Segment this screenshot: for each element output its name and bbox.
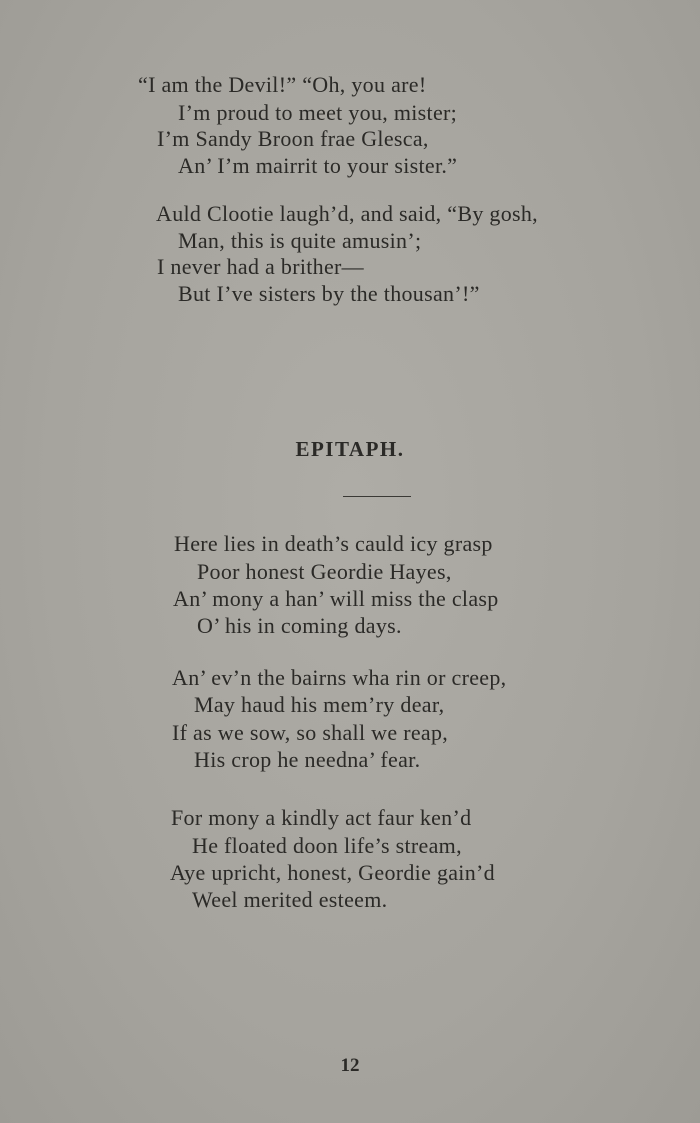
poem-line: Auld Clootie laugh’d, and said, “By gosh, bbox=[156, 201, 538, 226]
poem-line: I’m Sandy Broon frae Glesca, bbox=[157, 126, 429, 151]
epitaph-line: An’ mony a han’ will miss the clasp bbox=[173, 586, 499, 611]
epitaph-line: An’ ev’n the bairns wha rin or creep, bbox=[172, 665, 507, 690]
title-rule bbox=[343, 496, 411, 497]
poem-line: But I’ve sisters by the thousan’!” bbox=[178, 281, 480, 306]
epitaph-line: If as we sow, so shall we reap, bbox=[172, 720, 449, 745]
epitaph-line: Poor honest Geordie Hayes, bbox=[197, 559, 452, 584]
epitaph-line: He floated doon life’s stream, bbox=[192, 833, 462, 858]
poem-line: Man, this is quite amusin’; bbox=[178, 228, 422, 253]
poem-line: An’ I’m mairrit to your sister.” bbox=[178, 153, 458, 178]
epitaph-line: Weel merited esteem. bbox=[192, 887, 388, 912]
poem-line: I’m proud to meet you, mister; bbox=[178, 100, 458, 125]
page-number: 12 bbox=[340, 1055, 360, 1076]
poem-line: “I am the Devil!” “Oh, you are! bbox=[138, 72, 427, 97]
epitaph-line: Aye upricht, honest, Geordie gain’d bbox=[170, 860, 495, 885]
epitaph-line: O’ his in coming days. bbox=[197, 613, 402, 638]
poem-line: I never had a brither— bbox=[157, 254, 364, 279]
epitaph-line: For mony a kindly act faur ken’d bbox=[171, 805, 472, 830]
epitaph-line: Here lies in death’s cauld icy grasp bbox=[174, 531, 493, 556]
epitaph-line: His crop he needna’ fear. bbox=[194, 747, 421, 772]
epitaph-line: May haud his mem’ry dear, bbox=[194, 692, 445, 717]
section-title: EPITAPH. bbox=[295, 437, 405, 461]
